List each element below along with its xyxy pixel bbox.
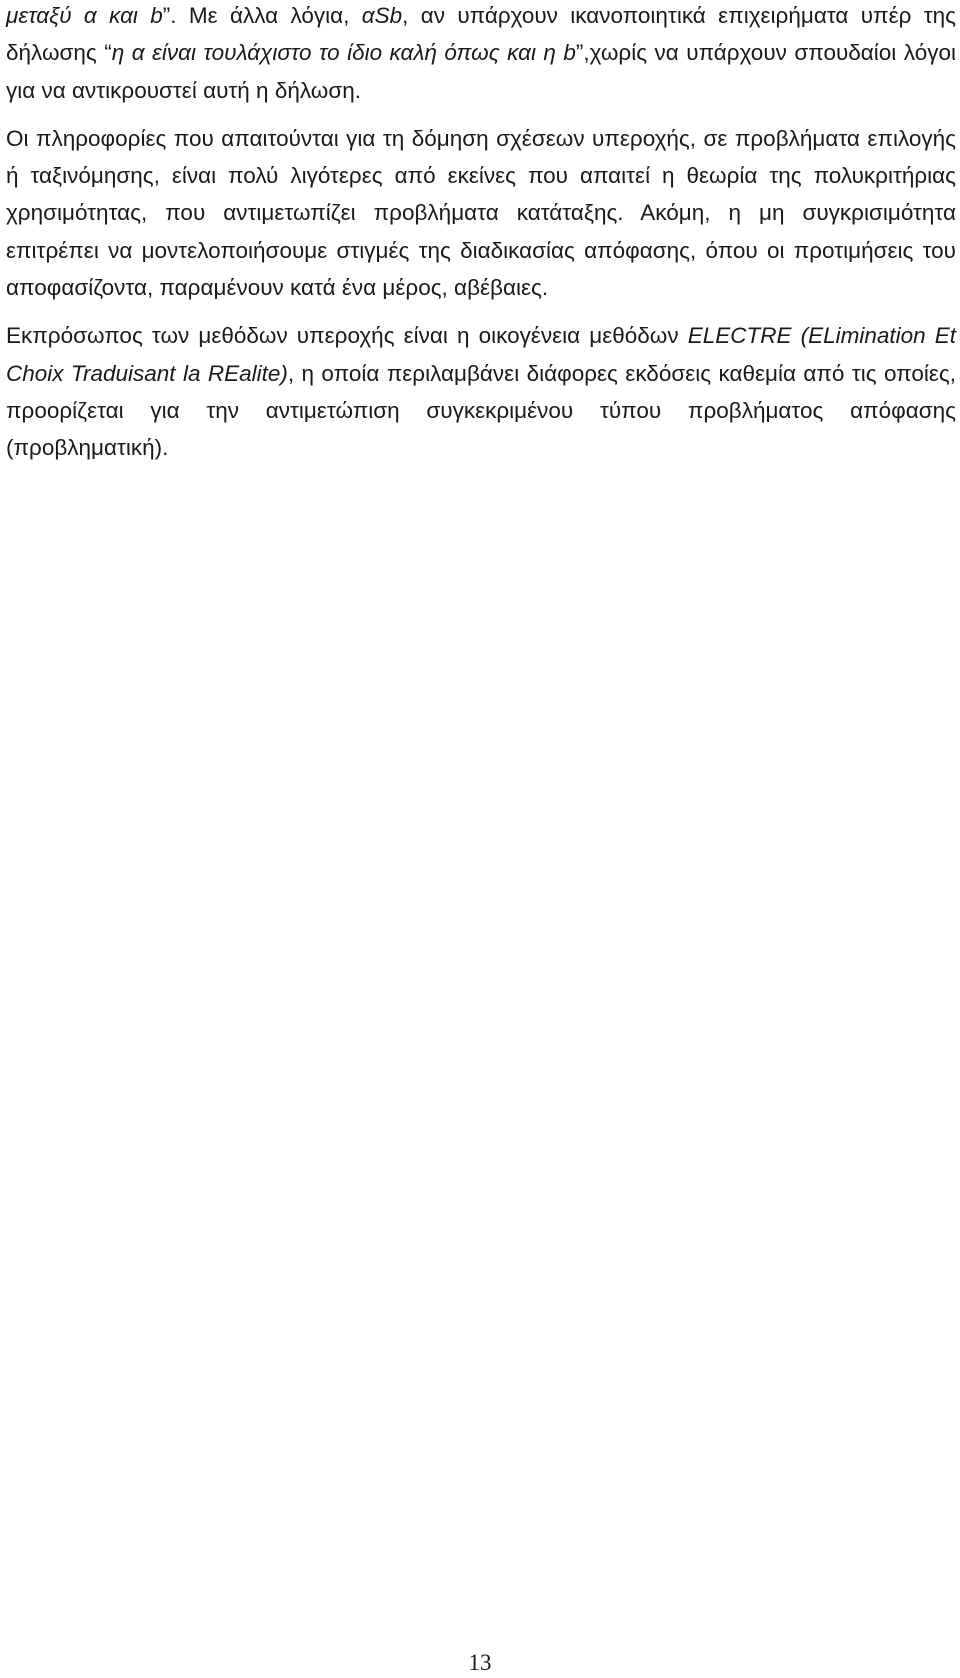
text: ”. Με άλλα λόγια, [162, 3, 362, 28]
text-italic: αSb [361, 3, 403, 28]
paragraph-electre-family [6, 317, 956, 466]
text: , η οποία περιλαμβάνει διάφορες εκδόσεις καθεμία από τις οποίες, προορίζεται για την αντιμετώπιση συγκεκριμένου τύπου προβλήματος απόφασης (προβληματική). [6, 360, 956, 461]
document-page [6, 0, 956, 467]
text: ”,χωρίς να υπάρχουν σπουδαίοι λόγοι για να αντικρουστεί αυτή η δήλωση. [6, 40, 956, 103]
text-italic: ELECTRE (ELimination Et Choix Traduisant la REalite) [6, 323, 956, 386]
page-number: 13 [468, 1650, 492, 1675]
text-italic: η α είναι τουλάχιστο το ίδιο καλή όπως και η b [111, 40, 576, 66]
paragraph-information-requirements: Οι πληροφορίες που απαιτούνται για τη δόμηση σχέσεων υπεροχής, σε προβλήματα επιλογής ή ταξινόμησης, είναι πολύ λιγότερες από εκείνες που απαιτεί η θεωρία της πολυκριτήριας χρησιμότητας, που αντιμετωπίζει προβλήματα κατάταξης. Ακόμη, η μη συγκρισιμότητα επιτρέπει να μοντελοποιήσουμε στιγμές της διαδικασίας απόφασης, όπου οι προτιμήσεις του αποφασίζοντα, παραμένουν κατά ένα μέρος, αβέβαιες. [6, 125, 956, 301]
text: , αν υπάρχουν ικανοποιητικά επιχειρήματα υπέρ της δήλωσης “ [6, 3, 956, 66]
text: Εκπρόσωπος των μεθόδων υπεροχής είναι η οικογένεια μεθόδων [6, 323, 688, 349]
text-italic: μεταξύ α και b [6, 3, 163, 28]
paragraph-outranking-definition [6, 0, 956, 109]
